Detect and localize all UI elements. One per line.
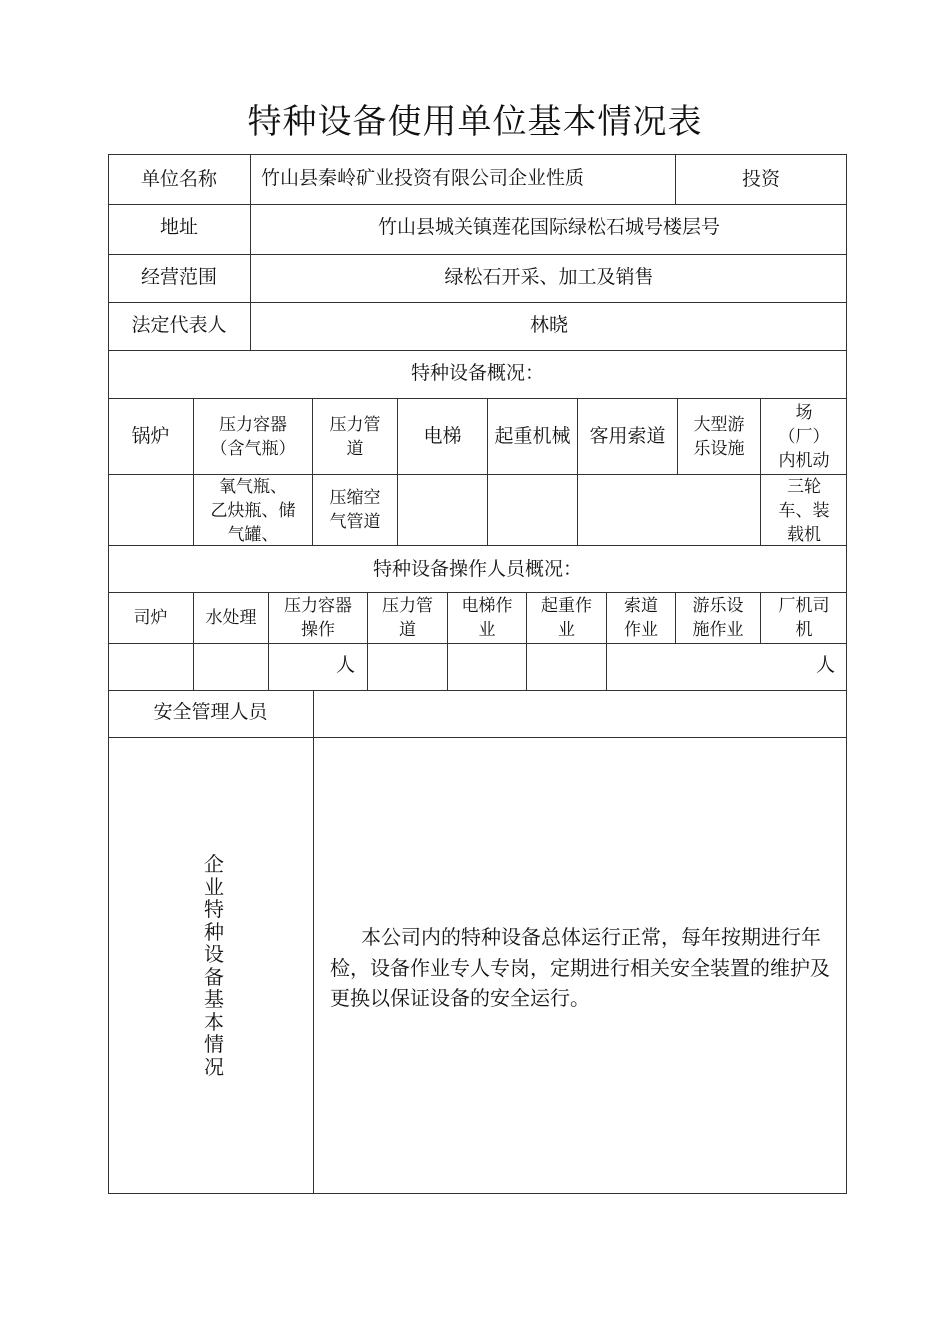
summary-text: 本公司内的特种设备总体运行正常，每年按期进行年检，设备作业专人专岗，定期进行相关安全装置的维护及更换以保证设备的安全运行。 bbox=[330, 925, 830, 1010]
operator-header-crane: 起重作 业 bbox=[541, 596, 592, 640]
equipment-header-ropeway: 客用索道 bbox=[589, 425, 666, 447]
row-divider bbox=[108, 737, 847, 738]
safety-manager-value bbox=[314, 691, 847, 737]
operator-header-amusement: 游乐设 施作业 bbox=[692, 596, 744, 640]
equipment-header-boiler: 锅炉 bbox=[131, 425, 170, 447]
scope-value: 绿松石开采、加工及销售 bbox=[444, 266, 654, 288]
operator-header-ropeway: 索道 作业 bbox=[624, 596, 658, 640]
page-title: 特种设备使用单位基本情况表 bbox=[247, 102, 703, 142]
address-value: 竹山县城关镇莲花国际绿松石城号楼层号 bbox=[377, 216, 720, 238]
equipment-header-amusement: 大型游 乐设施 bbox=[693, 414, 745, 459]
operator-header-elevator: 电梯作 业 bbox=[461, 596, 513, 640]
legal-representative-value: 林晓 bbox=[529, 314, 568, 336]
scope-label: 经营范围 bbox=[140, 266, 217, 288]
equipment-value-pressure-vessel: 氧气瓶、 乙炔瓶、储 气罐、 bbox=[210, 477, 296, 545]
operator-header-stoker: 司炉 bbox=[133, 608, 168, 628]
equipment-header-field-vehicle: 场 （厂） 内机动 bbox=[778, 402, 830, 471]
operator-header-pressure-pipe: 压力管 道 bbox=[382, 596, 433, 640]
equipment-value-field-vehicle: 三轮 车、装 载机 bbox=[778, 477, 830, 545]
operator-header-water: 水处理 bbox=[205, 608, 257, 628]
unit-name-label: 单位名称 bbox=[140, 168, 217, 190]
equipment-header-crane: 起重机械 bbox=[494, 425, 571, 447]
unit-nature-value: 投资 bbox=[741, 168, 780, 190]
safety-manager-label: 安全管理人员 bbox=[153, 700, 268, 723]
equipment-header-pressure-pipe: 压力管 道 bbox=[329, 414, 381, 459]
operator-count-unit: 人 bbox=[815, 653, 835, 676]
operator-header-vehicle-driver: 厂机司 机 bbox=[778, 596, 830, 640]
operators-heading: 特种设备操作人员概况： bbox=[372, 557, 582, 580]
legal-representative-label: 法定代表人 bbox=[131, 314, 227, 336]
equipment-value-pressure-pipe: 压缩空 气管道 bbox=[329, 488, 381, 532]
operator-header-pressure-vessel: 压力容器 操作 bbox=[284, 596, 352, 640]
address-label: 地址 bbox=[159, 216, 198, 238]
unit-name-value: 竹山县秦岭矿业投资有限公司企业性质 bbox=[261, 166, 585, 189]
col-divider bbox=[313, 690, 314, 1194]
operator-count-unit: 人 bbox=[335, 653, 355, 676]
summary-label: 企 业 特 种 设 备 基 本 情 况 bbox=[204, 852, 224, 1079]
equipment-heading: 特种设备概况： bbox=[410, 362, 544, 384]
equipment-header-elevator: 电梯 bbox=[423, 425, 462, 447]
equipment-header-pressure-vessel: 压力容器 （含气瓶） bbox=[210, 414, 296, 459]
